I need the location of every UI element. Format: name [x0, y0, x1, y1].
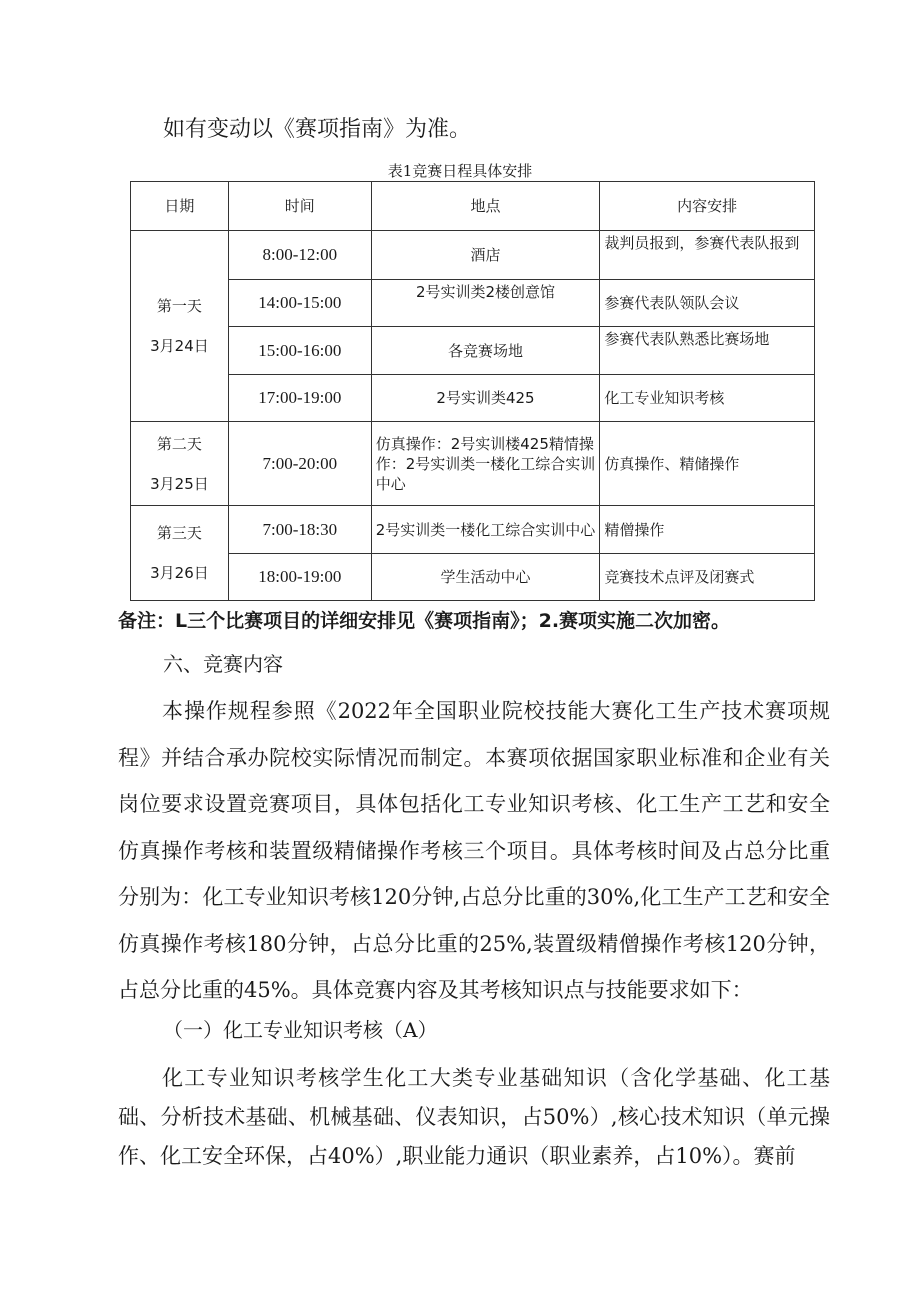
paragraph-1: 本操作规程参照《2022年全国职业院校技能大赛化工生产技术赛项规程》并结合承办院校实际情况而制定。本赛项依据国家职业标准和企业有关岗位要求设置竞赛项目，具体包括化工专业知识考核、化工生产工艺和安全仿真操作考核和装置级精储操作考核三个项目。具体考核时间及占总分比重分别为：化工专业知识考核120分钟,占总分比重的30%,化工生产工艺和安全仿真操作考核180分钟，占总分比重的25%,装置级精僧操作考核120分钟，占总分比重的45%。具体竞赛内容及其考核知识点与技能要求如下： [118, 699, 830, 1002]
table-row [131, 554, 815, 601]
content-cell: 仿真操作、精储操作 [600, 422, 815, 506]
table-row [131, 231, 815, 280]
place-cell: 2号实训类425 [371, 375, 600, 422]
paragraph-2: 化工专业知识考核学生化工大类专业基础知识（含化学基础、化工基础、分析技术基础、机械基础、仪表知识，占50%）,核心技术知识（单元操作、化工安全环保，占40%）,职业能力通识（职业素养，占10%）。赛前 [118, 1066, 830, 1168]
intro-text: 如有变动以《赛项指南》为准。 [163, 117, 472, 142]
table-row [131, 280, 815, 327]
header-content: 内容安排 [600, 182, 815, 231]
day3-label: 第三天 [156, 524, 202, 542]
time-cell: 14:00-15:00 [228, 280, 371, 327]
table-row [131, 422, 815, 506]
table-row [131, 506, 815, 554]
time-cell: 17:00-19:00 [228, 375, 371, 422]
content-cell: 竞赛技术点评及闭赛式 [600, 554, 815, 601]
day3-cell [131, 506, 229, 601]
schedule-table [130, 181, 815, 601]
place-cell: 酒店 [371, 231, 600, 280]
place-cell: 学生活动中心 [371, 554, 600, 601]
subsection-title: （一）化工专业知识考核（A） [163, 1018, 438, 1042]
time-cell: 7:00-18:30 [228, 506, 371, 554]
content-cell: 化工专业知识考核 [600, 375, 815, 422]
content-cell: 参赛代表队领队会议 [600, 280, 815, 327]
content-cell: 裁判员报到，参赛代表队报到 [600, 231, 815, 280]
day2-cell [131, 422, 229, 506]
day1-label: 第一天 [156, 297, 202, 315]
day2-date: 3月25日 [150, 474, 209, 493]
table-note: 备注：L三个比赛项目的详细安排见《赛项指南》；2.赛项实施二次加密。 [118, 610, 731, 632]
header-date: 日期 [131, 182, 229, 231]
table-caption: 表1竞赛日程具体安排 [387, 162, 533, 180]
place-cell: 仿真操作：2号实训楼425精情操作：2号实训类一楼化工综合实训中心 [371, 422, 600, 506]
time-cell: 8:00-12:00 [228, 231, 371, 280]
place-cell: 各竞赛场地 [371, 327, 600, 375]
day2-label: 第二天 [156, 434, 202, 453]
content-cell: 参赛代表队熟悉比赛场地 [600, 327, 815, 375]
place-cell: 2号实训类2楼创意馆 [371, 280, 600, 327]
section-title: 六、竞赛内容 [163, 652, 283, 676]
day3-date: 3月26日 [150, 564, 209, 582]
place-cell: 2号实训类一楼化工综合实训中心 [371, 506, 600, 554]
time-cell: 18:00-19:00 [228, 554, 371, 601]
time-cell: 7:00-20:00 [228, 422, 371, 506]
table-row [131, 327, 815, 375]
header-time: 时间 [228, 182, 371, 231]
content-cell: 精僧操作 [600, 506, 815, 554]
header-place: 地点 [371, 182, 600, 231]
day1-date: 3月24日 [150, 337, 209, 355]
table-header-row [131, 182, 815, 231]
table-row [131, 375, 815, 422]
day1-cell [131, 231, 229, 422]
time-cell: 15:00-16:00 [228, 327, 371, 375]
